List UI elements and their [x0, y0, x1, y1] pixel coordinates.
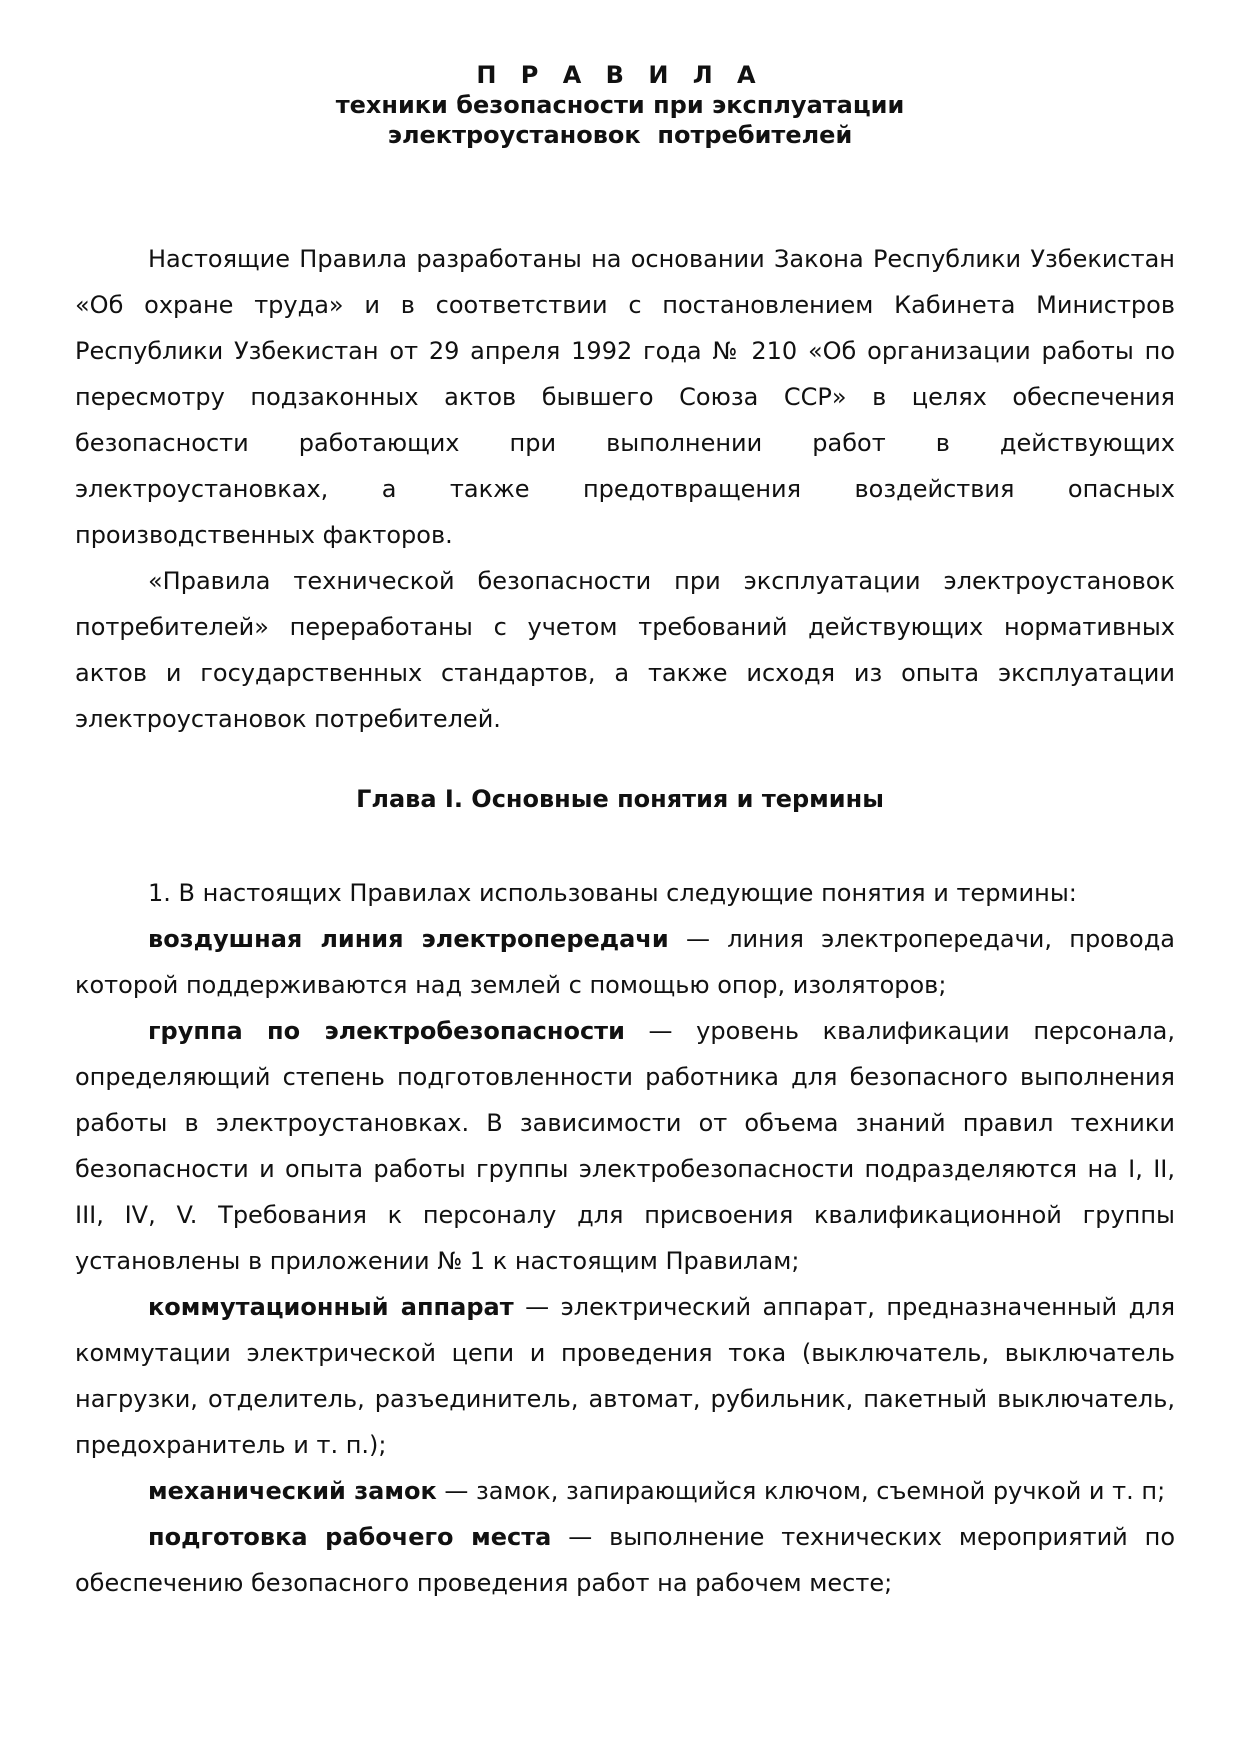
term-name: коммутационный аппарат — [148, 1293, 514, 1321]
chapter-heading: Глава I. Основные понятия и термины — [356, 785, 884, 813]
terms-intro-paragraph: 1. В настоящих Правилах использованы следующие понятия и термины: — [148, 879, 1077, 907]
document-title: П Р А В И Л А — [476, 61, 764, 89]
term-definition: — линия электропередачи, провода которой поддерживаются над землей с помощью опор, изоляторов; — [75, 925, 1175, 999]
term-definition: — электрический аппарат, предназначенный для коммутации электрической цепи и проведения тока (выключатель, выключатель нагрузки, отделитель, разъединитель, автомат, рубильник, пакетный выключатель, предохранитель и т. п.); — [75, 1293, 1176, 1459]
document-title-block — [0, 60, 1240, 150]
term-definition: — выполнение технических мероприятий по обеспечению безопасного проведения работ на рабочем месте; — [75, 1523, 1175, 1597]
term-name: группа по электробезопасности — [148, 1017, 625, 1045]
term-definition: — замок, запирающийся ключом, съемной ручкой и т. п; — [436, 1477, 1166, 1505]
term-item — [75, 1284, 1175, 1468]
document-subtitle-line-1: техники безопасности при эксплуатации — [335, 91, 905, 119]
term-name: механический замок — [148, 1477, 437, 1505]
intro-section — [75, 236, 1175, 742]
terms-section — [75, 870, 1175, 1606]
term-item — [75, 1008, 1175, 1284]
term-definition: — уровень квалификации персонала, определяющий степень подготовленности работника для безопасного выполнения работы в электроустановках. В зависимости от объема знаний правил техники безопасности и опыта работы группы электробезопасности подразделяются на I, II, III, IV, V. Требования к персоналу для присвоения квалификационной группы установлены в приложении № 1 к настоящим Правилам; — [75, 1017, 1176, 1275]
term-item — [75, 1468, 1175, 1514]
document-subtitle-line-2: электроустановок потребителей — [387, 121, 853, 149]
term-name: подготовка рабочего места — [148, 1523, 552, 1551]
intro-paragraph-2: «Правила технической безопасности при эксплуатации электроустановок потребителей» переработаны с учетом требований действующих нормативных актов и государственных стандартов, а также исходя из опыта эксплуатации электроустановок потребителей. — [75, 567, 1175, 733]
intro-paragraph-1: Настоящие Правила разработаны на основании Закона Республики Узбекистан «Об охране труда» и в соответствии с постановлением Кабинета Министров Республики Узбекистан от 29 апреля 1992 года № 210 «Об организации работы по пересмотру подзаконных актов бывшего Союза ССР» в целях обеспечения безопасности работающих при выполнении работ в действующих электроустановках, а также предотвращения воздействия опасных производственных факторов. — [75, 245, 1175, 549]
term-name: воздушная линия электропередачи — [148, 925, 669, 953]
term-item — [75, 1514, 1175, 1606]
term-item — [75, 916, 1175, 1008]
